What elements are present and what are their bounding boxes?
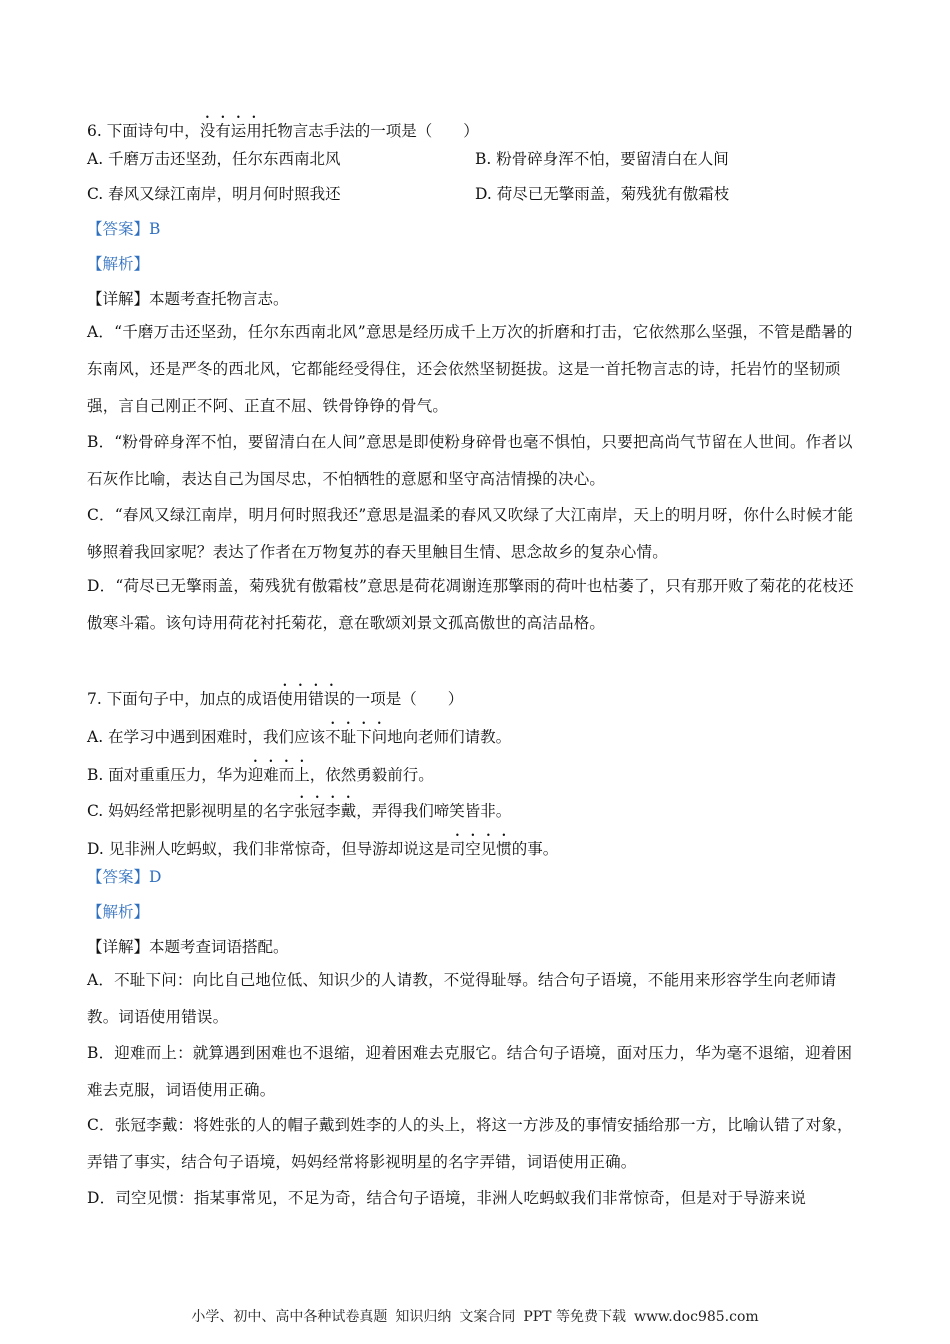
question-6-explanation-b: B．“粉骨碎身浑不怕，要留清白在人间”意思是即使粉身碎骨也毫不惧怕，只要把高尚气节留在人世间。作者以石灰作比喻，表达自己为国尽忠，不怕牺牲的意愿和坚守高洁情操的决心。 (87, 433, 853, 488)
question-7-option-a: A. 在学习中遇到困难时，我们应该不耻下问地向老师们请教。 (87, 728, 512, 746)
question-6-answer: 【答案】B (87, 220, 161, 238)
question-7-option-c: C. 妈妈经常把影视明星的名字张冠李戴，弄得我们啼笑皆非。 (87, 802, 512, 820)
page-footer (0, 1306, 950, 1326)
question-7-number: 7. (87, 690, 102, 708)
question-7-explanation-d: D．司空见惯：指某事常见，不足为奇，结合句子语境，非洲人吃蚂蚁我们非常惊奇，但是对于导游来说 (87, 1189, 807, 1207)
footer-knowledge: 知识归纳 (395, 1309, 452, 1325)
question-6-explanation-c: C．“春风又绿江南岸，明月何时照我还”意思是温柔的春风又吹绿了大江南岸，天上的明月呀，你什么时候才能够照着我回家呢？表达了作者在万物复苏的春天里触目生情、思念故乡的复杂心情。 (87, 506, 854, 561)
footer-categories: 小学、初中、高中各种试卷真题 (191, 1309, 388, 1325)
question-7-stem: 7. 下面句子中，加点的成语使用错误的一项是（ ） (87, 690, 464, 708)
question-6-analysis-label: 【解析】 (87, 255, 150, 273)
question-6-stem: 6. 下面诗句中，没有运用托物言志手法的一项是（ ） (87, 122, 479, 140)
footer-site-link[interactable]: www.doc985.com (633, 1309, 759, 1325)
question-6-explanation-a: A．“千磨万击还坚劲，任尔东西南北风”意思是经历成千上万次的折磨和打击，它依然那么坚强，不管是酷暑的东南风，还是严冬的西北风，它都能经受得住，还会依然坚韧挺拔。这是一首托物言志的诗，托岩竹的坚韧顽强，言自己刚正不阿、正直不屈、铁骨铮铮的骨气。 (87, 323, 853, 415)
question-6-detail: 【详解】本题考查托物言志。 (87, 290, 289, 308)
question-7-explanation-c: C．张冠李戴：将姓张的人的帽子戴到姓李的人的头上，将这一方涉及的事情安插给那一方，比喻认错了对象，弄错了事实，结合句子语境，妈妈经常将影视明星的名字弄错，词语使用正确。 (87, 1116, 853, 1171)
question-7-explanation-a: A．不耻下问：向比自己地位低、知识少的人请教，不觉得耻辱。结合句子语境，不能用来形容学生向老师请教。词语使用错误。 (87, 971, 837, 1026)
question-6-explanation-d: D．“荷尽已无擎雨盖，菊残犹有傲霜枝”意思是荷花凋谢连那擎雨的荷叶也枯萎了，只有那开败了菊花的花枝还傲寒斗霜。该句诗用荷花衬托菊花，意在歌颂刘景文孤高傲世的高洁品格。 (87, 577, 854, 632)
question-6-option-d: D. 荷尽已无擎雨盖，菊残犹有傲霜枝 (475, 185, 730, 203)
footer-docs: 文案合同 (459, 1309, 516, 1325)
question-6-emphasis: 没有运用 (199, 122, 262, 140)
question-7-answer: 【答案】D (87, 868, 162, 886)
question-7-analysis-label: 【解析】 (87, 903, 150, 921)
question-7-option-d: D. 见非洲人吃蚂蚁，我们非常惊奇，但导游却说这是司空见惯的事。 (87, 840, 559, 858)
question-7-detail: 【详解】本题考查词语搭配。 (87, 938, 289, 956)
question-6-option-b: B. 粉骨碎身浑不怕，要留清白在人间 (475, 150, 729, 168)
question-7-option-b: B. 面对重重压力，华为迎难而上，依然勇毅前行。 (87, 766, 434, 784)
question-6-number: 6. (87, 122, 102, 140)
question-7-emphasis: 使用错误 (277, 690, 340, 708)
question-6-option-a: A. 千磨万击还坚劲，任尔东西南北风 (87, 150, 341, 168)
question-6-option-c: C. 春风又绿江南岸，明月何时照我还 (87, 185, 341, 203)
footer-ppt: PPT 等免费下载 (523, 1309, 626, 1325)
question-7-explanation-b: B．迎难而上：就算遇到困难也不退缩，迎着困难去克服它。结合句子语境，面对压力，华为毫不退缩，迎着困难去克服，词语使用正确。 (87, 1044, 853, 1099)
